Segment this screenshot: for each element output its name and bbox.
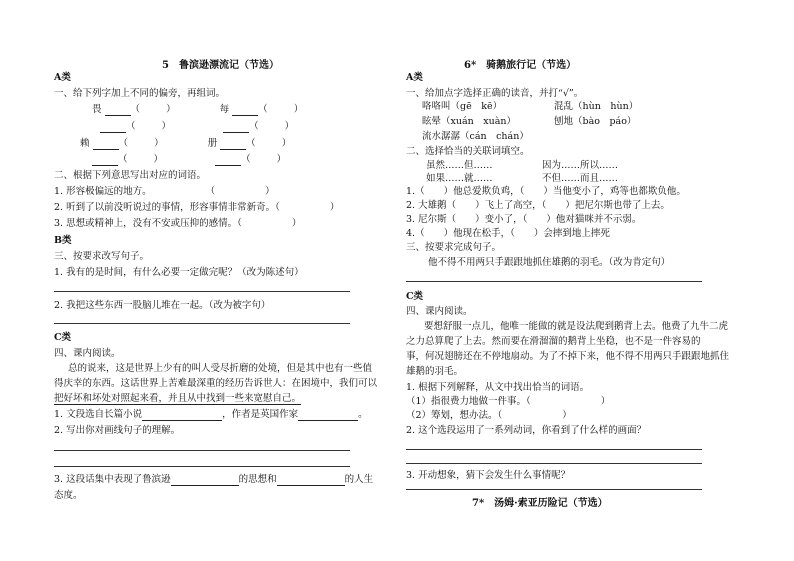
q1-row-1: 畏 （ ） 每 （ ） <box>92 104 304 115</box>
right-q4-item-2: 2. 这个选段运用了一系列动词，你看到了什么样的画面？ <box>406 425 647 436</box>
answer-line[interactable] <box>54 450 350 451</box>
conj-option-4: 不但……而且…… <box>542 173 619 184</box>
right-q2: 二、选择恰当的关联词填空。 <box>406 146 530 157</box>
right-q1: 一、给加点字选择正确的读音，并打“√”。 <box>406 88 584 99</box>
right-passage-line-2: 之力总算爬了上去。然而要在滑溜溜的鹅背上坐稳，也不是一件容易的 <box>406 336 701 347</box>
right-q4-item-1a: （1）指很费力地做一件事。（ ） <box>406 396 611 407</box>
right-q1-r2-a: 眩晕（xuán xuàn） <box>422 116 517 127</box>
left-q4-item-2: 2. 写出你对画线句子的理解。 <box>54 425 181 436</box>
right-q4: 四、课内阅读。 <box>406 306 473 317</box>
right-c-label: C类 <box>406 291 424 302</box>
left-passage-line-2: 得庆幸的东西。这话世界上苦难最深重的经历告诉世人：在困境中，我们可以 <box>54 378 378 389</box>
left-passage-line-3: 把好坏和坏处对照起来看，并且从中找到一些来宽慰自己。 <box>54 393 302 404</box>
left-c-label: C类 <box>54 332 72 343</box>
right-passage-line-3: 事，何况翅膀还在不停地扇动。为了不掉下来，他不得不用两只手跟跟地抓住 <box>406 351 730 362</box>
right-q4-item-1: 1. 根据下列解释，从文中找出恰当的词语。 <box>406 382 590 393</box>
q1-row-2: （ ） （ ） <box>100 121 294 133</box>
right-q2-item-3: 3. 尼尔斯（ ）变小了，（ ）他对猫咪并不示弱。 <box>406 214 642 225</box>
left-q4-item-3: 3. 这段话集中表现了鲁滨逊 的思想和 的人生 <box>54 474 374 485</box>
left-q2-item-3: 3. 思想或精神上，没有不安或压抑的感情。（ ） <box>54 218 302 229</box>
right-q1-r1-b: 混乱（hùn hùn） <box>554 101 639 112</box>
q1-char-1: 畏 <box>92 104 102 115</box>
left-b-label: B类 <box>54 235 72 246</box>
conj-option-1: 虽然……但…… <box>426 160 493 171</box>
lesson-7-title: 7* 汤姆·索亚历险记（节选） <box>472 498 608 509</box>
left-q2-item-2: 2. 听到了以前没听说过的事情，形容事情非常新奇。（ ） <box>54 202 340 213</box>
blank[interactable] <box>171 475 239 486</box>
left-passage-line-1: 总的说来，这是世界上少有的叫人受尽折磨的处境，但是其中也有一些值 <box>68 363 373 374</box>
left-q2-item-1: 1. 形容极偏远的地方。 （ ） <box>54 186 275 197</box>
left-q2: 二、根据下列意思写出对应的词语。 <box>54 170 207 181</box>
blank[interactable] <box>220 139 246 150</box>
answer-line[interactable] <box>406 489 702 490</box>
blank[interactable] <box>223 122 249 133</box>
right-q3-sentence: 他不得不用两只手跟跟地抓住雄鹅的羽毛。（改为肯定句） <box>428 257 671 268</box>
right-q3: 三、按要求完成句子。 <box>406 242 502 253</box>
right-passage-line-1: 要想舒服一点儿，他唯一能做的就是设法爬到鹅背上去。他费了九牛二虎 <box>424 321 729 332</box>
left-q3-item-1: 1. 我有的是时间，有什么必要一定做完呢？（改为陈述句） <box>54 267 304 278</box>
conj-option-2: 因为……所以…… <box>542 160 619 171</box>
left-q4: 四、课内阅读。 <box>54 348 121 359</box>
answer-line[interactable] <box>406 281 702 282</box>
right-q2-item-4: 4.（ ）他现在松手，（ ）会摔到地上摔死 <box>406 228 610 239</box>
blank[interactable] <box>92 155 118 166</box>
right-q2-item-1: 1.（ ）他总爱欺负鸡，（ ）当他变小了，鸡等也都欺负他。 <box>406 186 686 197</box>
right-a-label: A类 <box>406 72 423 83</box>
conj-option-3: 如果……就…… <box>426 173 493 184</box>
lesson-6-title: 6* 骑鹅旅行记（节选） <box>464 60 577 71</box>
blank[interactable] <box>298 410 358 421</box>
right-q2-item-2: 2. 大雄鹅（ ）飞上了高空，（ ）把尼尔斯也带了上去。 <box>406 200 670 211</box>
left-a-label: A类 <box>54 72 71 83</box>
right-passage-line-4: 雄鹅的羽毛。 <box>406 366 464 377</box>
blank[interactable] <box>277 475 345 486</box>
answer-line[interactable] <box>406 463 702 464</box>
right-q1-r1-a: 咯咯叫（gē kē） <box>422 101 503 112</box>
right-q1-r2-b: 刨地（bào páo） <box>554 116 637 127</box>
left-q3-item-2: 2. 我把这些东西一股脑儿堆在一起。（改为被字句） <box>54 300 271 311</box>
blank[interactable] <box>93 139 119 150</box>
answer-line[interactable] <box>54 466 350 467</box>
left-q4-item-1: 1. 文段选自长篇小说 ，作者是英国作家 。 <box>54 409 368 420</box>
blank[interactable] <box>142 410 222 421</box>
answer-line[interactable] <box>406 449 702 450</box>
q1-char-2: 每 <box>219 104 230 115</box>
blank[interactable] <box>232 105 258 116</box>
right-q4-item-1b: （2）筹划，想办法。（ ） <box>406 410 572 421</box>
blank[interactable] <box>215 155 241 166</box>
answer-line[interactable] <box>54 323 350 324</box>
blank[interactable] <box>105 105 131 116</box>
right-q4-item-3: 3. 开动想象，猜下会发生什么事情呢？ <box>406 470 571 481</box>
q1-char-4: 册 <box>207 138 218 149</box>
left-q3: 三、按要求改写句子。 <box>54 251 150 262</box>
lesson-5-title: 5 鲁滨逊漂流记（节选） <box>162 60 279 71</box>
left-q1: 一、给下列字加上不同的偏旁，再组词。 <box>54 88 226 99</box>
q1-char-3: 赖 <box>80 138 90 149</box>
q1-row-3: 赖 （ ） 册 （ ） <box>80 138 292 149</box>
answer-line[interactable] <box>54 291 350 292</box>
right-q1-r3-a: 流水潺潺（cán chán） <box>422 131 529 142</box>
q1-row-4: （ ） （ ） <box>92 154 286 166</box>
blank[interactable] <box>100 122 126 133</box>
left-q4-item-3-cont: 态度。 <box>54 490 83 501</box>
